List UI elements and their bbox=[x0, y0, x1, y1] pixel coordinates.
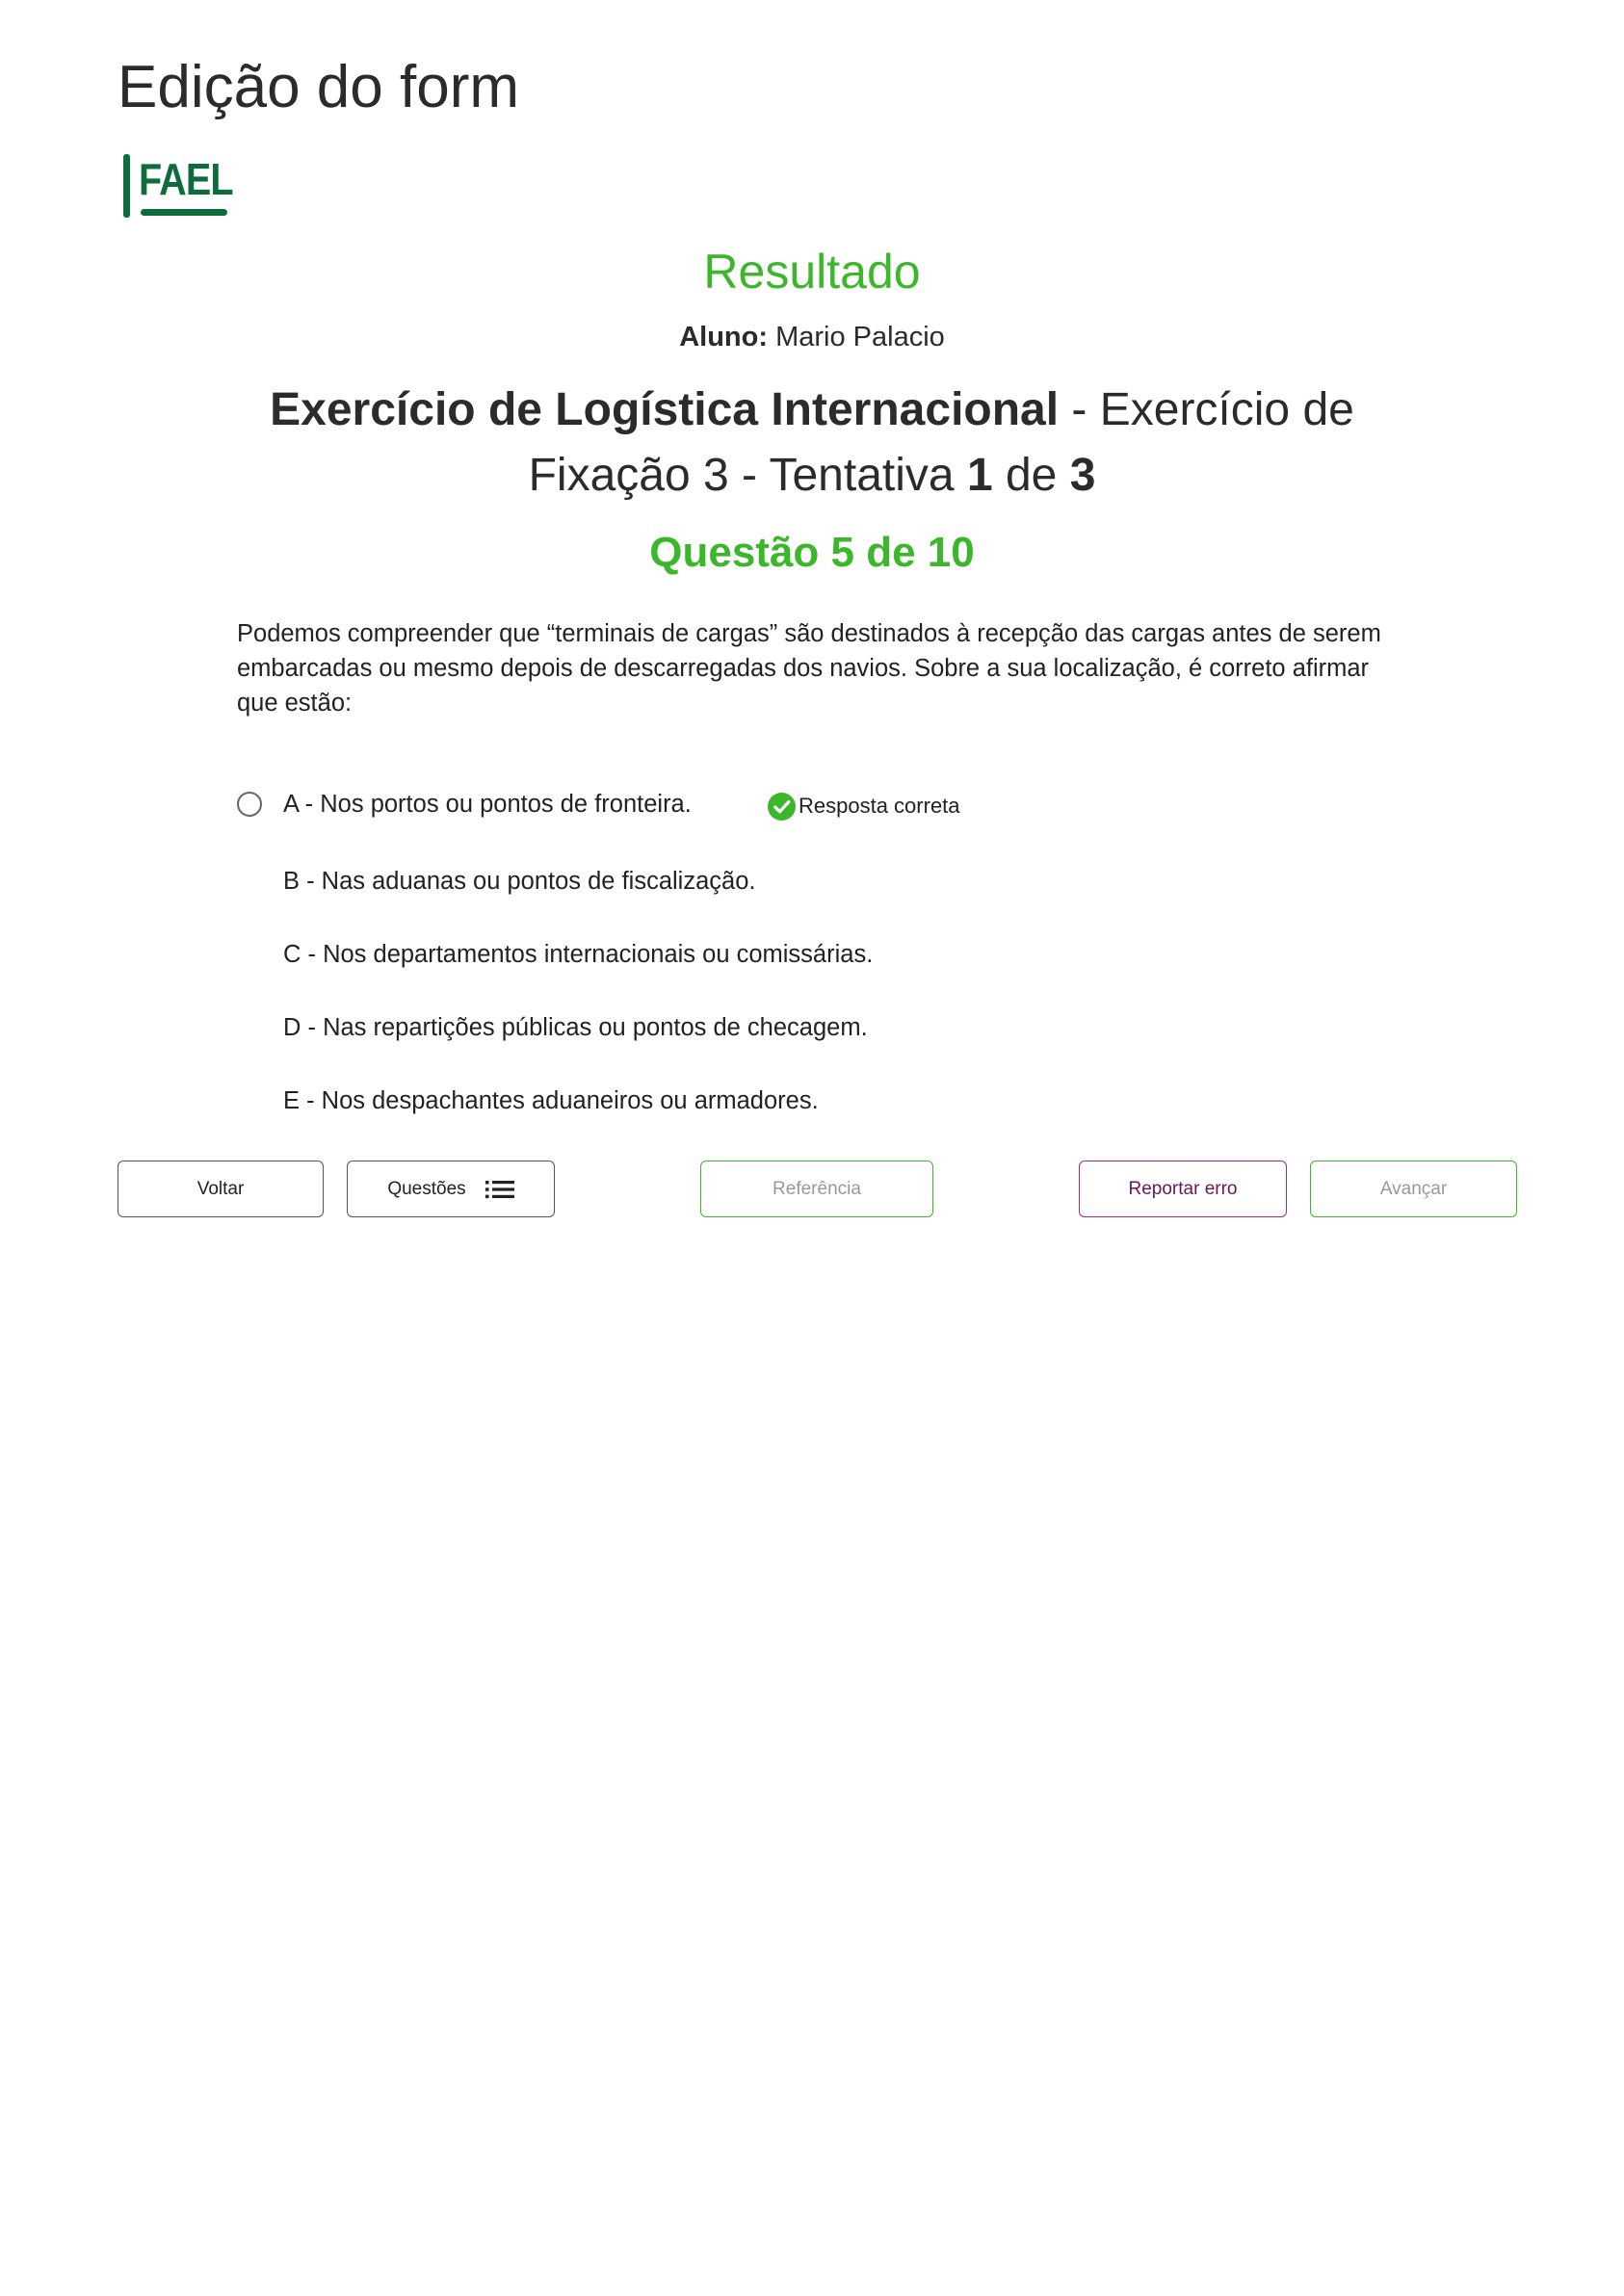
back-button-label: Voltar bbox=[196, 1178, 245, 1199]
student-label: Aluno: bbox=[679, 322, 769, 352]
check-circle-icon bbox=[767, 792, 797, 822]
result-title: Resultado bbox=[703, 245, 921, 299]
exercise-name: Exercício de Logística Internacional bbox=[270, 384, 1060, 435]
list-icon bbox=[485, 1179, 514, 1200]
logo-underline bbox=[141, 209, 227, 216]
reference-button-label: Referência bbox=[773, 1178, 861, 1199]
attempt-total: 3 bbox=[1069, 450, 1096, 501]
option-e[interactable]: E - Nos despachantes aduaneiros ou armadores. bbox=[283, 1087, 819, 1114]
radio-empty-icon[interactable] bbox=[237, 792, 262, 817]
reference-button[interactable] bbox=[700, 1161, 933, 1217]
question-number: Questão 5 de 10 bbox=[649, 529, 975, 576]
logo-bar bbox=[123, 154, 130, 218]
student-info bbox=[0, 322, 1624, 353]
next-button-label: Avançar bbox=[1379, 1178, 1448, 1199]
option-a[interactable]: A - Nos portos ou pontos de fronteira. bbox=[283, 791, 692, 818]
correct-answer-badge bbox=[767, 791, 960, 822]
exercise-detail: - Exercício de Fixação 3 - Tentativa bbox=[528, 384, 1354, 501]
option-b[interactable]: B - Nas aduanas ou pontos de fiscalização. bbox=[283, 868, 756, 895]
option-c[interactable]: C - Nos departamentos internacionais ou comissárias. bbox=[283, 941, 874, 968]
attempt-separator: de bbox=[992, 450, 1070, 501]
question-prompt: Podemos compreender que “terminais de cargas” são destinados à recepção das cargas antes de serem embarcadas ou mesmo depois de descarregadas dos navios. Sobre a sua localização, é correto afirmar que estão: bbox=[237, 620, 1381, 717]
fael-logo bbox=[123, 152, 231, 220]
page-title: Edição do form bbox=[118, 54, 519, 120]
back-button[interactable] bbox=[118, 1161, 324, 1217]
attempt-current: 1 bbox=[966, 450, 993, 501]
report-error-button-label: Reportar erro bbox=[1128, 1178, 1238, 1199]
questions-button[interactable] bbox=[347, 1161, 555, 1217]
report-error-button[interactable] bbox=[1079, 1161, 1287, 1217]
option-d[interactable]: D - Nas repartições públicas ou pontos de checagem. bbox=[283, 1014, 868, 1041]
correct-answer-label: Resposta correta bbox=[799, 794, 960, 818]
logo-text: FAEL bbox=[139, 154, 233, 204]
student-name: Mario Palacio bbox=[775, 322, 945, 352]
questions-button-label: Questões bbox=[387, 1178, 466, 1199]
next-button[interactable] bbox=[1310, 1161, 1517, 1217]
exercise-title bbox=[234, 378, 1390, 509]
